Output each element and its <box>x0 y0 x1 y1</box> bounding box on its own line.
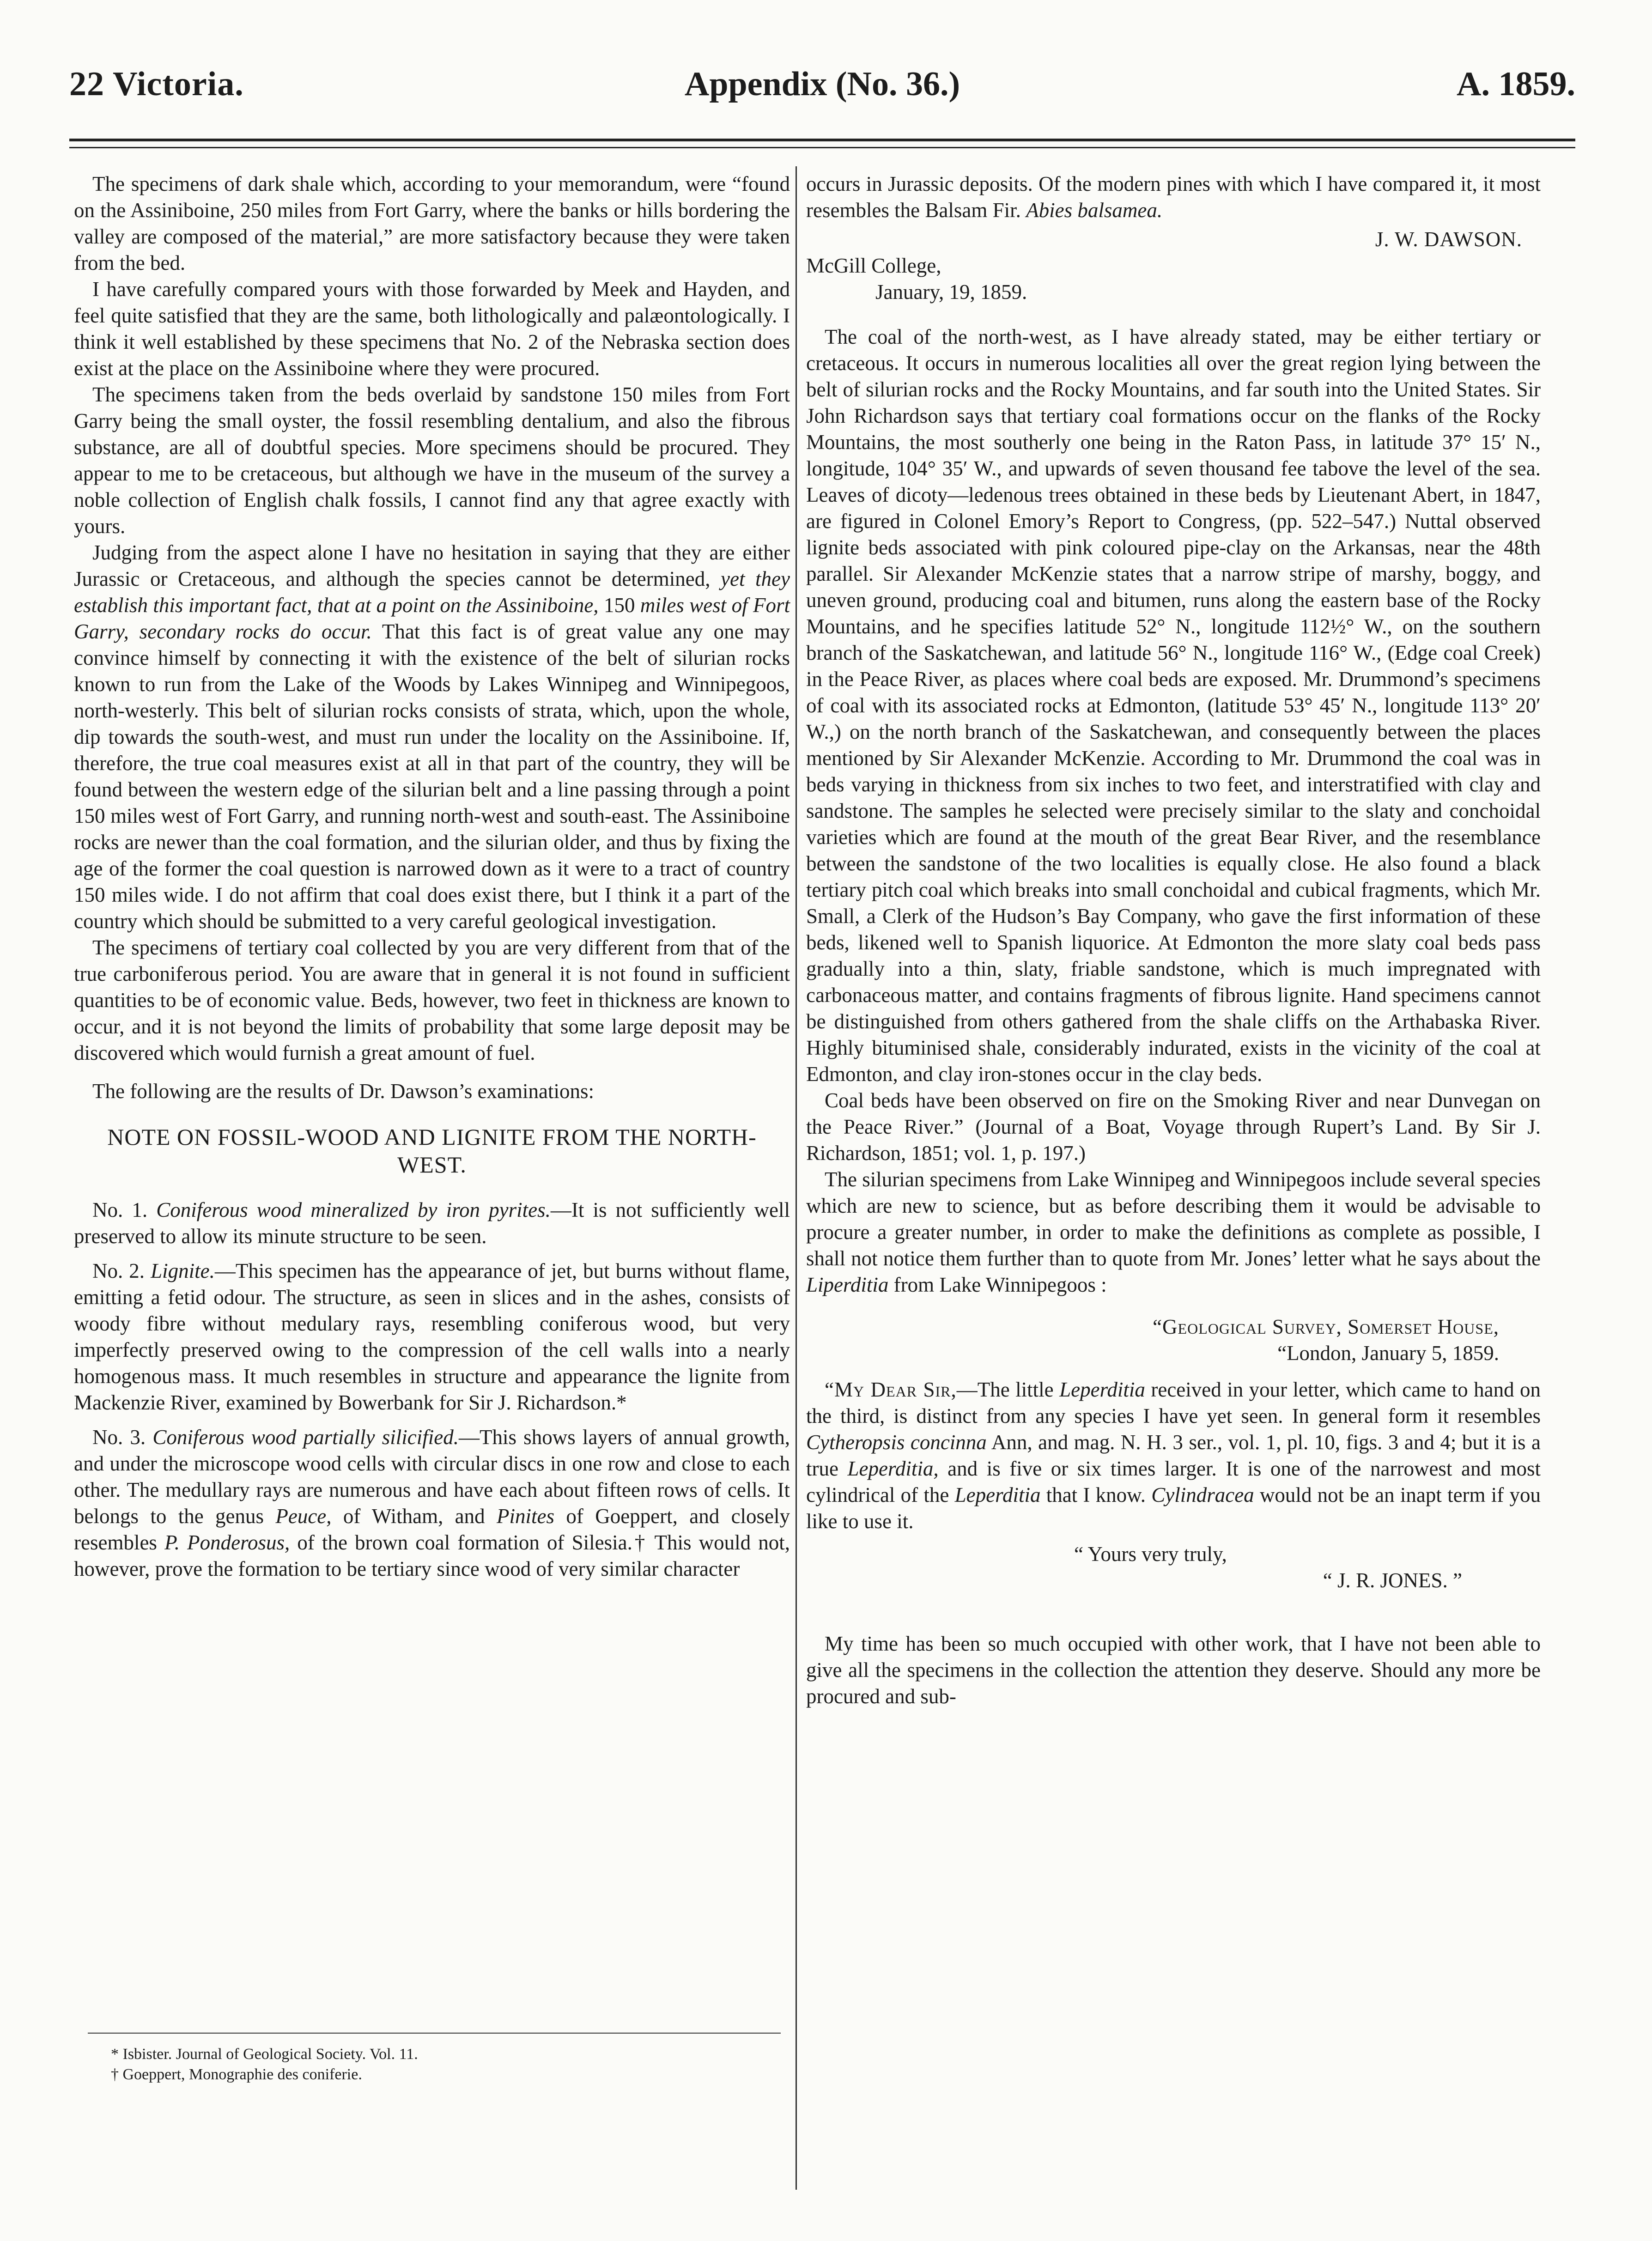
note-title: Coniferous wood mineralized by iron pyrites. <box>156 1198 551 1221</box>
paragraph: The specimens taken from the beds overlaid by sandstone 150 miles from Fort Garry being the small oyster, the fossil resembling dentalium, and also the fibrous substance, are all of doubtful species. More specimens should be procured. They appear to me to be cretaceous, but although we have in the museum of the survey a noble collection of English chalk fossils, I cannot find any that agree exactly with yours. <box>74 383 790 538</box>
header-rule-thin <box>69 147 1575 148</box>
note-title: Coniferous wood partially silicified. <box>152 1426 459 1449</box>
note-text: —This shows layers of annual growth, and under the microscope wood cells with circular discs in one row and close to each other. The medullary rays are numerous and have each about fifteen rows of cells. It belongs to the genus <box>74 1426 790 1528</box>
italic-text: Pinites <box>497 1505 555 1528</box>
italic-text: Leperditia <box>954 1483 1041 1506</box>
text: Judging from the aspect alone I have no hesitation in saying that they are either Jurassic or Cretaceous, and although the species cannot be determined, <box>74 541 790 590</box>
text: of Goeppert, and closely resembles <box>74 1505 790 1554</box>
note-text: —It is not sufficiently well preserved to allow its minute structure to be seen. <box>74 1198 790 1248</box>
paragraph <box>806 1166 1541 1298</box>
italic-text: Cytheropsis concinna <box>806 1431 987 1454</box>
note-text: —This specimen has the appearance of jet, but burns without flame, emitting a fetid odour. The structure, as seen in slices and in the ashes, consists of woody fibre without medulary rays, resembling coniferous wood, but very imperfectly preserved owing to the compression of the cell walls into a nearly homogenous mass. It much resembles in structure and appearance the lignite from Mackenzie River, examined by Bowerbank for Sir J. Richardson.* <box>74 1259 790 1414</box>
paragraph: The coal of the north-west, as I have already stated, may be either tertiary or cretaceous. It occurs in numerous localities all over the great region lying between the belt of silurian rocks and the Rocky Mountains, and far south into the United States. Sir John Richardson says that tertiary coal formations occur on the flanks of the Rocky Mountains, the most southerly one being in the Raton Pass, in latitude 37° 15′ N., longitude, 104° 35′ W., and upwards of seven thousand fee tabove the level of the sea. Leaves of dicoty—ledenous trees obtained in these beds by Lieutenant Abert, in 1847, are figured in Colonel Emory’s Report to Congress, (pp. 522–547.) Nuttal observed lignite beds associated with pink coloured pipe-clay on the Arkansas, near the 48th parallel. Sir Alexander McKenzie states that a narrow stripe of marshy, boggy, and uneven ground, producing coal and bitumen, runs along the eastern base of the Rocky Mountains, and he specifies latitude 52° N., longitude 112½° W., on the southern branch of the Saskatchewan, and latitude 56° N., longitude 116° W., (Edge coal Creek) in the Peace River, as places where coal beds are exposed. Mr. Drummond’s specimens of coal with its associated rocks at Edmonton, (latitude 53° 45′ N., longitude 113° 20′ W.,) on the north branch of the Saskatchewan, and consequently between the places mentioned by Sir Alexander McKenzie. According to Mr. Drummond the coal was in beds varying in thickness from six inches to two feet, and interstratified with clay and sandstone. The samples he selected were precisely similar to the slaty and conchoidal varieties which are found at the mouth of the great Bear River, and the resemblance between the sandstone of the two localities is equally close. He also found a black tertiary pitch coal which breaks into small conchoidal and cubical fragments, which Mr. Small, a Clerk of the Hudson’s Bay Company, who gave the first information of these beds, likened well to Spanish liquorice. At Edmonton the more slaty coal beds pass gradually into a thin, slaty, friable sandstone, which is much impregnated with carbonaceous matter, and contains fragments of fibrous lignite. Hand specimens cannot be distinguished from others gathered from the shale cliffs on the Arthabaska River. Highly bituminised shale, considerably indurated, exists in the vicinity of the coal at Edmonton, and clay iron-stones occur in the clay beds. <box>806 325 1541 1086</box>
text: —The little <box>956 1378 1054 1401</box>
text: occurs in Jurassic deposits. Of the modern pines with which I have compared it, it most resembles the Balsam Fir. <box>806 172 1541 222</box>
section-heading: NOTE ON FOSSIL-WOOD AND LIGNITE FROM THE NORTH-WEST. <box>107 1124 757 1178</box>
paragraph: The following are the results of Dr. Dawson’s examinations: <box>92 1080 595 1103</box>
left-column <box>74 171 790 1582</box>
italic-text: Leperditia, <box>847 1457 939 1480</box>
text: and is five or six times larger. It is one of the narrowest and most cylindrical of the <box>806 1457 1541 1506</box>
header-right: A. 1859. <box>1457 65 1575 103</box>
letter-body <box>806 1377 1541 1535</box>
text: 150 <box>603 594 635 617</box>
paragraph: The specimens of tertiary coal collected by you are very different from that of the true carboniferous period. You are aware that in general it is not found in sufficient quantities to be of economic value. Beds, however, two feet in thickness are known to occur, and it is not beyond the limits of probability that some large deposit may be discovered which would furnish a great amount of fuel. <box>74 936 790 1064</box>
text: Ann, and mag. N. H. 3 ser., vol. 1, pl. 10, figs. 3 and 4; but it is a true <box>806 1431 1541 1480</box>
text: received in your letter, which came to hand on the third, is distinct from any species I have yet seen. In general form it resembles <box>806 1378 1541 1427</box>
letter-address: “Geological Survey, Somerset House, <box>1153 1315 1499 1338</box>
paragraph: I have carefully compared yours with those forwarded by Meek and Hayden, and feel quite satisfied that they are the same, both lithologically and palæontologically. I think it well established by these specimens that No. 2 of the Nebraska section does exist at the place on the Assiniboine where they were procured. <box>74 278 790 380</box>
running-header <box>69 60 1575 125</box>
note-number: No. 3. <box>92 1426 146 1449</box>
note-item-1 <box>74 1197 790 1250</box>
right-column <box>806 171 1541 1710</box>
text: The silurian specimens from Lake Winnipeg and Winnipegoos include several species which are new to science, but as before describing them it would be advisable to procure a greater number, in order to make the definitions as complete as possible, I shall not notice them further than to quote from Mr. Jones’ letter what he says about the <box>806 1168 1541 1270</box>
text: from Lake Winnipegoos : <box>893 1273 1107 1296</box>
salutation: “My Dear Sir, <box>825 1378 957 1401</box>
footnotes <box>111 2044 758 2085</box>
paragraph: My time has been so much occupied with other work, that I have not been able to give all the specimens in the collection the attention they deserve. Should any more be procured and sub- <box>806 1632 1541 1708</box>
letter-closing: “ Yours very truly, <box>1074 1543 1227 1566</box>
column-divider <box>796 166 797 2190</box>
paragraph <box>74 540 790 935</box>
italic-text: Leperditia <box>1059 1378 1145 1401</box>
note-item-2 <box>74 1258 790 1416</box>
note-title: Lignite. <box>151 1259 215 1282</box>
note-number: No. 2. <box>92 1259 145 1282</box>
note-item-3 <box>74 1424 790 1582</box>
italic-text: Abies balsamea. <box>1026 199 1163 222</box>
italic-text: P. Ponderosus, <box>164 1531 290 1554</box>
text: That this fact is of great value any one may convince himself by connecting it with the existence of the belt of silurian rocks known to run from the Lake of the Woods by Lakes Winnipeg and Winnipegoos, north-westerly. This belt of silurian rocks consists of strata, which, upon the whole, dip towards the south-west, and must run under the locality on the Assiniboine. If, therefore, the true coal measures exist at all in that part of the country, they will be found between the western edge of the silurian belt and a line passing through a point 150 miles west of Fort Garry, and running north-west and south-east. The Assiniboine rocks are newer than the coal formation, and the silurian older, and thus by fixing the age of the former the coal question is narrowed down as it were to a tract of country 150 miles wide. I do not affirm that coal does exist there, but I think it a part of the country which should be submitted to a very careful geological investigation. <box>74 620 790 933</box>
letter-date: “London, January 5, 1859. <box>1277 1342 1499 1365</box>
place-line: McGill College, <box>806 254 941 277</box>
header-rule-thick <box>69 139 1575 141</box>
paragraph: The specimens of dark shale which, according to your memorandum, were “found on the Assiniboine, 250 miles from Fort Garry, where the banks or hills bordering the valley are composed of the material,” are more satisfactory because they were taken from the bed. <box>74 172 790 274</box>
footnote: † Goeppert, Monographie des coniferie. <box>111 2066 362 2083</box>
header-left: 22 Victoria. <box>69 65 244 103</box>
paragraph <box>806 171 1541 224</box>
signature-jones: “ J. R. JONES. ” <box>1323 1569 1462 1592</box>
signature-dawson: J. W. DAWSON. <box>1375 228 1522 251</box>
note-number: No. 1. <box>92 1198 148 1221</box>
text: that I know. <box>1046 1483 1146 1506</box>
footnote: * Isbister. Journal of Geological Society. Vol. 11. <box>111 2046 418 2063</box>
date-line: January, 19, 1859. <box>875 280 1027 304</box>
italic-text: yet they establish this important fact, that at a point on the Assiniboine, <box>74 567 790 617</box>
italic-text: Cylindracea <box>1151 1483 1254 1506</box>
text: would not be an inapt term if you like to use it. <box>806 1483 1541 1533</box>
text: of Witham, and <box>343 1505 485 1528</box>
italic-text: miles west of Fort Garry, secondary rocks do occur. <box>74 594 790 643</box>
italic-text: Peuce, <box>275 1505 332 1528</box>
italic-text: Liperditia <box>806 1273 889 1296</box>
paragraph: Coal beds have been observed on fire on the Smoking River and near Dunvegan on the Peace River.” (Journal of a Boat, Voyage through Rupert’s Land. By Sir J. Richardson, 1851; vol. 1, p. 197.) <box>806 1089 1541 1165</box>
footnote-rule <box>88 2033 781 2034</box>
text: of the brown coal formation of Silesia.† This would not, however, prove the formation to be tertiary since wood of very similar character <box>74 1531 790 1580</box>
header-title: Appendix (No. 36.) <box>684 65 960 103</box>
